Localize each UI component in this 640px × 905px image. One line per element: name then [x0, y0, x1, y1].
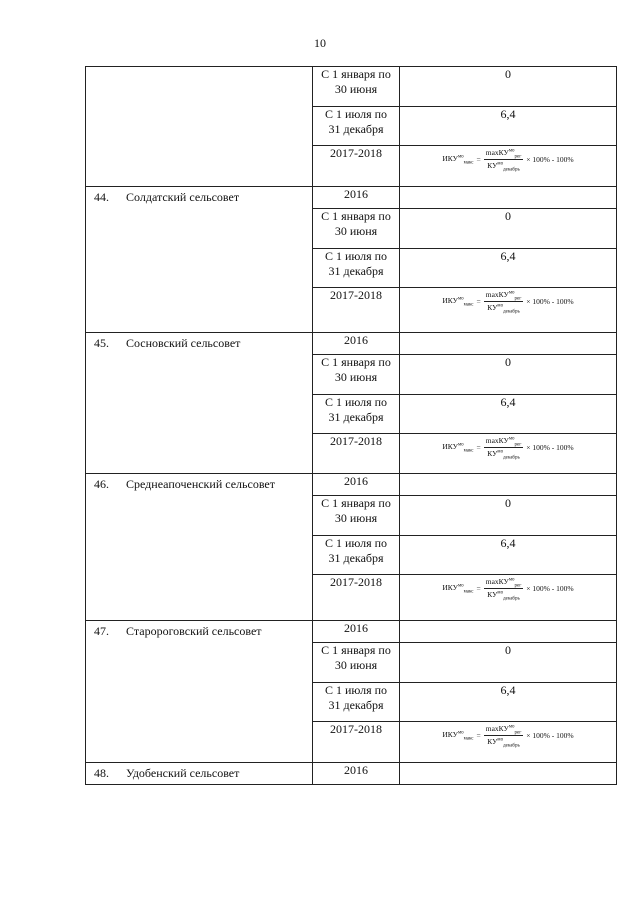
municipality-cell: 46. Среднеапоченский сельсовет: [86, 474, 313, 621]
period-cell: С 1 января по 30 июня: [313, 643, 400, 683]
formula: $ИКУ^{мо}_{макс}$ = $\frac{\max КУ^{мо}_{рег}}{КУ^{мо}_{декабрь}}$ × 100% - 100%: [442, 577, 574, 601]
table-row: [86, 187, 617, 209]
table-row: [86, 67, 617, 107]
value-cell: [400, 333, 617, 355]
municipality-cell: 47. Старороговский сельсовет: [86, 621, 313, 763]
value-cell: 6,4: [400, 107, 617, 146]
period-cell: С 1 июля по 31 декабря: [313, 107, 400, 146]
formula-cell: [400, 288, 617, 333]
period-cell: 2017-2018: [313, 434, 400, 474]
value-cell: 0: [400, 355, 617, 395]
formula-cell: [400, 434, 617, 474]
value-cell: 0: [400, 643, 617, 683]
period-cell: С 1 июля по 31 декабря: [313, 536, 400, 575]
table-row: [86, 333, 617, 355]
page-number: 10: [314, 36, 326, 50]
period-cell: С 1 января по 30 июня: [313, 496, 400, 536]
value-cell: 6,4: [400, 683, 617, 722]
value-cell: 6,4: [400, 395, 617, 434]
period-cell: С 1 января по 30 июня: [313, 209, 400, 249]
formula-cell: [400, 575, 617, 621]
formula: $ИКУ^{мо}_{макс}$ = $\frac{\max КУ^{мо}_{рег}}{КУ^{мо}_{декабрь}}$ × 100% - 100%: [442, 436, 574, 460]
period-cell: С 1 января по 30 июня: [313, 355, 400, 395]
period-cell: 2016: [313, 187, 400, 209]
tariff-table: [85, 66, 617, 785]
formula: $ИКУ^{мо}_{макс}$ = $\frac{\max КУ^{мо}_{рег}}{КУ^{мо}_{декабрь}}$ × 100% - 100%: [442, 290, 574, 314]
period-cell: 2016: [313, 333, 400, 355]
table-row: [86, 474, 617, 496]
period-cell: 2017-2018: [313, 722, 400, 763]
period-cell: С 1 января по 30 июня: [313, 67, 400, 107]
value-cell: [400, 621, 617, 643]
period-cell: 2017-2018: [313, 146, 400, 187]
formula-cell: [400, 722, 617, 763]
value-cell: [400, 763, 617, 785]
formula-cell: [400, 146, 617, 187]
period-cell: С 1 июля по 31 декабря: [313, 249, 400, 288]
table-row: [86, 763, 617, 785]
municipality-cell: 44. Солдатский сельсовет: [86, 187, 313, 333]
period-cell: С 1 июля по 31 декабря: [313, 395, 400, 434]
period-cell: С 1 июля по 31 декабря: [313, 683, 400, 722]
value-cell: 0: [400, 496, 617, 536]
name-cell-continued: [86, 67, 313, 187]
value-cell: 6,4: [400, 249, 617, 288]
period-cell: 2016: [313, 474, 400, 496]
value-cell: 0: [400, 67, 617, 107]
value-cell: 0: [400, 209, 617, 249]
value-cell: [400, 187, 617, 209]
period-cell: 2017-2018: [313, 575, 400, 621]
municipality-cell: 45. Сосновский сельсовет: [86, 333, 313, 474]
formula: $ИКУ^{мо}_{макс}$ = $\frac{\max КУ^{мо}_{рег}}{КУ^{мо}_{декабрь}}$ × 100% - 100%: [442, 148, 574, 172]
period-cell: 2016: [313, 621, 400, 643]
formula: $ИКУ^{мо}_{макс}$ = $\frac{\max КУ^{мо}_{рег}}{КУ^{мо}_{декабрь}}$ × 100% - 100%: [442, 724, 574, 748]
period-cell: 2017-2018: [313, 288, 400, 333]
municipality-cell: 48. Удобенский сельсовет: [86, 763, 313, 785]
table-row: [86, 621, 617, 643]
period-cell: 2016: [313, 763, 400, 785]
value-cell: 6,4: [400, 536, 617, 575]
value-cell: [400, 474, 617, 496]
